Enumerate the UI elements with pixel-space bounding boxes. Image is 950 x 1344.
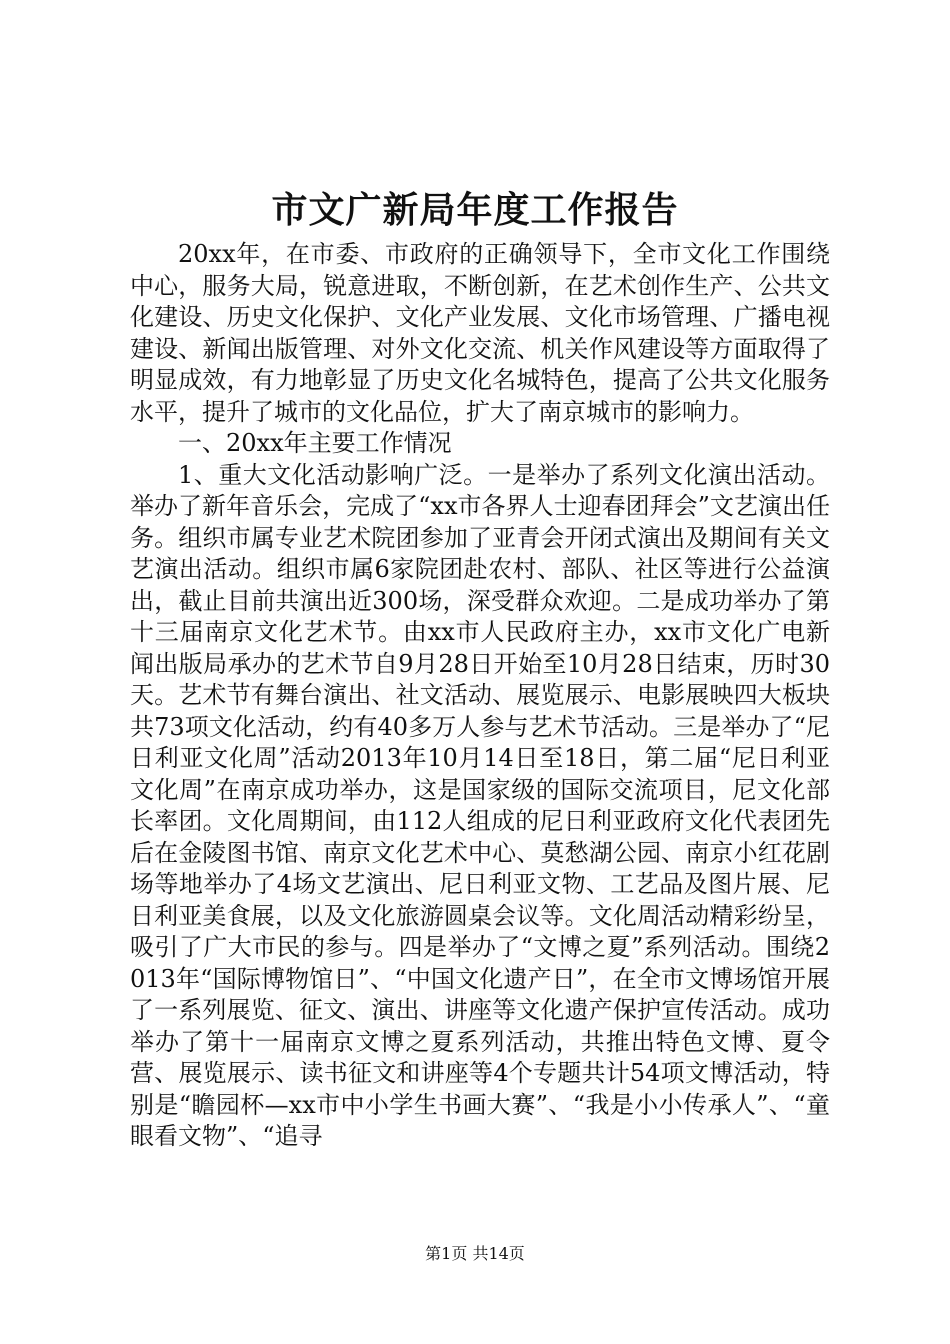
activity-paragraph: 1、重大文化活动影响广泛。一是举办了系列文化演出活动。举办了新年音乐会，完成了“xx市各界人士迎春团拜会”文艺演出任务。组织市属专业艺术院团参加了亚青会开闭式演出及期间有关文艺演出活动。组织市属6家院团赴农村、部队、社区等进行公益演出，截止目前共演出近300场，深受群众欢迎。二是成功举办了第十三届南京文化艺术节。由xx市人民政府主办，xx市文化广电新闻出版局承办的艺术节自9月28日开始至10月28日结束，历时30天。艺术节有舞台演出、社文活动、展览展示、电影展映四大板块共73项文化活动，约有40多万人参与艺术节活动。三是举办了“尼日利亚文化周”活动2013年10月14日至18日，第二届“尼日利亚文化周”在南京成功举办，这是国家级的国际交流项目，尼文化部长率团。文化周期间，由112人组成的尼日利亚政府文化代表团先后在金陵图书馆、南京文化艺术中心、莫愁湖公园、南京小红花剧场等地举办了4场文艺演出、尼日利亚文物、工艺品及图片展、尼日利亚美食展，以及文化旅游圆桌会议等。文化周活动精彩纷呈，吸引了广大市民的参与。四是举办了“文博之夏”系列活动。围绕2013年“国际博物馆日”、“中国文化遗产日”，在全市文博场馆开展了一系列展览、征文、演出、讲座等文化遗产保护宣传活动。成功举办了第十一届南京文博之夏系列活动，共推出特色文博、夏令营、展览展示、读书征文和讲座等4个专题共计54项文博活动，特别是“瞻园杯—xx市中小学生书画大赛”、“我是小小传承人”、“童眼看文物”、“追寻	[130, 460, 830, 1150]
intro-paragraph: 20xx年，在市委、市政府的正确领导下，全市文化工作围绕中心，服务大局，锐意进取，不断创新，在艺术创作生产、公共文化建设、历史文化保护、文化产业发展、文化市场管理、广播电视建设、新闻出版管理、对外文化交流、机关作风建设等方面取得了明显成效，有力地彰显了历史文化名城特色，提高了公共文化服务水平，提升了城市的文化品位，扩大了南京城市的影响力。	[130, 240, 830, 426]
document-title: 市文广新局年度工作报告	[271, 189, 679, 231]
page-number: 第1页 共14页	[425, 1244, 525, 1263]
section-heading: 一、20xx年主要工作情况	[178, 429, 452, 457]
document-body	[130, 239, 830, 1153]
